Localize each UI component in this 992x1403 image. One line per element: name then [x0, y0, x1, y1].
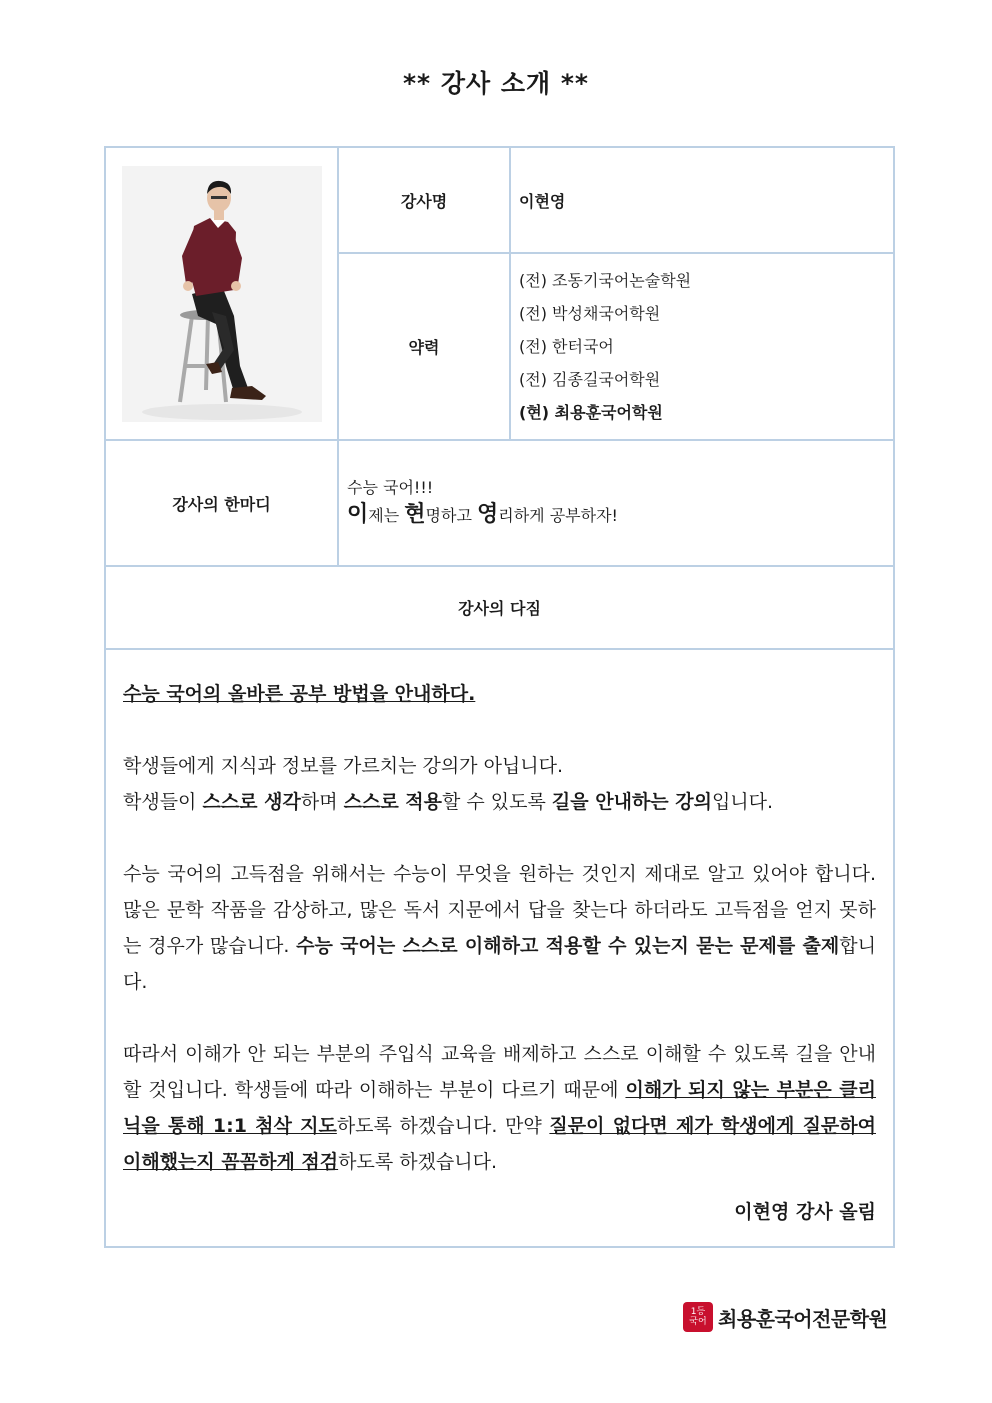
- acrostic-letter: 현: [404, 501, 426, 527]
- academy-logo: [683, 1300, 887, 1334]
- word-label: 강사의 한마디: [105, 440, 338, 566]
- career-item: (전) 조동기국어논술학원: [519, 271, 692, 290]
- word-cell: [338, 440, 894, 566]
- pledge-label: 강사의 다짐: [105, 566, 894, 649]
- career-item: (전) 한터국어: [519, 337, 614, 356]
- pledge-paragraph-1-line-1: 학생들에게 지식과 정보를 가르치는 강의가 아닙니다.: [123, 755, 564, 777]
- academy-name: 최용훈국어전문학원: [718, 1306, 888, 1331]
- career-item-current: (현) 최용훈국어학원: [519, 403, 663, 422]
- career-item: (전) 박성채국어학원: [519, 304, 661, 323]
- name-label: 강사명: [338, 147, 510, 253]
- career-label: 약력: [338, 253, 510, 440]
- word-line-2: 이제는 현명하고 영리하게 공부하자!: [347, 501, 618, 527]
- document-title: ** 강사 소개 **: [402, 69, 589, 98]
- word-line-1: 수능 국어!!!: [347, 477, 434, 497]
- career-list: [519, 264, 893, 429]
- pledge-paragraph-1-line-2: 학생들이 스스로 생각하며 스스로 적용할 수 있도록 길을 안내하는 강의입니다.: [123, 791, 774, 813]
- career-cell: [510, 253, 894, 440]
- pledge-body: [105, 649, 894, 1247]
- pledge-heading: 수능 국어의 올바른 공부 방법을 안내하다.: [123, 683, 476, 705]
- instructor-photo-cell: [105, 147, 338, 440]
- acrostic-letter: 이: [347, 501, 369, 527]
- name-value: 이현영: [510, 147, 894, 253]
- acrostic-letter: 영: [477, 501, 499, 527]
- instructor-photo: [122, 166, 322, 422]
- signature: 이현영 강사 올림: [734, 1201, 876, 1223]
- logo-seal-icon: 1등 국어: [683, 1302, 713, 1332]
- pledge-paragraph-2: 수능 국어의 고득점을 위해서는 수능이 무엇을 원하는 것인지 제대로 알고 있어야 합니다. 많은 문학 작품을 감상하고, 많은 독서 지문에서 답을 찾는다 하더라도 고득점을 얻지 못하는 경우가 많습니다. 수능 국어는 스스로 이해하고 적용할 수 있는지 묻는 문제를 출제합니다.: [123, 863, 876, 993]
- instructor-profile-table: [104, 146, 895, 1248]
- pledge-paragraph-3: 따라서 이해가 안 되는 부분의 주입식 교육을 배제하고 스스로 이해할 수 있도록 길을 안내할 것입니다. 학생들에 따라 이해하는 부분이 다르기 때문에 이해가 되지 않는 부분은 클리닉을 통해 1:1 첨삭 지도하도록 하겠습니다. 만약 질문이 없다면 제가 학생에게 질문하여 이해했는지 꼼꼼하게 점검하도록 하겠습니다.: [123, 1043, 876, 1173]
- career-item: (전) 김종길국어학원: [519, 370, 661, 389]
